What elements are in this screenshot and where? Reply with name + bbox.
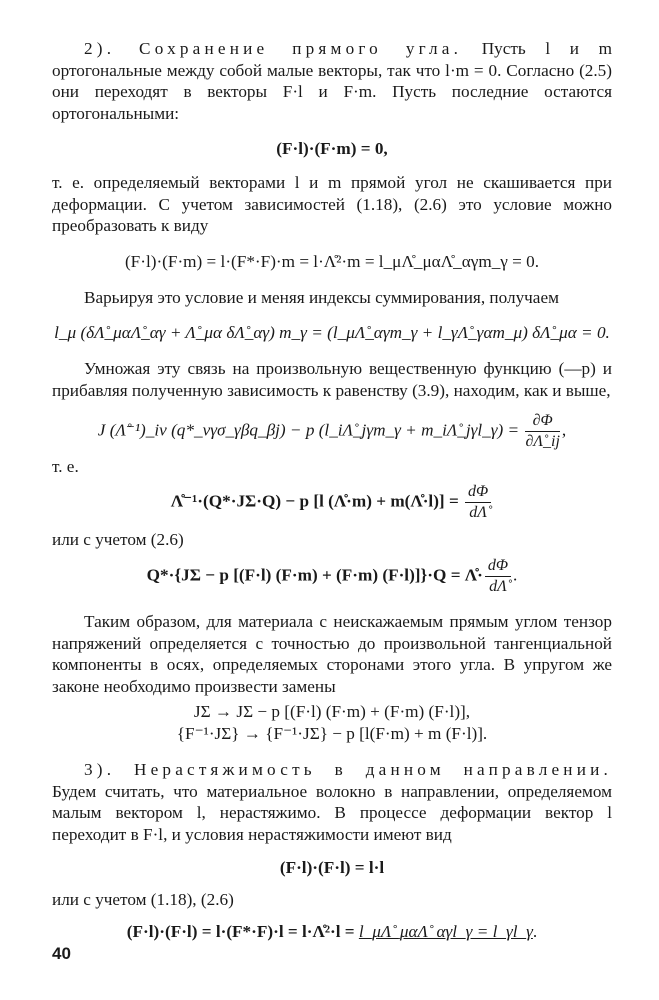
- paragraph-with-account-2: или с учетом (1.18), (2.6): [52, 890, 234, 909]
- paragraph-inextensibility-text: Будем считать, что материальное волокно в направлении, определяемом малым вектором l, нерастяжимо. В процессе деформации вектор l переходит в F·l, и условия нерастяжимости имеют вид: [52, 781, 612, 844]
- equation-orthogonality-expanded: (F·l)·(F·m) = l·(F*·F)·m = l·Λ̊²·m = l_μΛ̊_μαΛ̊_αγm_γ = 0.: [124, 251, 540, 271]
- fraction-derivative: [465, 482, 491, 523]
- paragraph-variation: Варьируя это условие и меняя индексы суммирования, получаем: [84, 287, 559, 307]
- equation-stress-tensor-left: Λ̊⁻¹·(Q*·JΣ·Q) − p [l (Λ̊·m) + m(Λ̊·l)] =: [170, 490, 459, 510]
- equation-stress-rotated-end: .: [513, 565, 518, 585]
- fraction-partial-denominator: ∂Λ̊_ij: [525, 433, 560, 450]
- fraction-derivative-2: [485, 556, 511, 597]
- page-number: 40: [52, 944, 71, 963]
- fraction-partial: [525, 411, 559, 452]
- equation-variation: l_μ (δΛ̊_μαΛ̊_αγ + Λ̊_μα δΛ̊_αγ) m_γ = (l_μΛ̊_αγm_γ + l_γΛ̊_γαm_μ) δΛ̊_μα = 0.: [54, 323, 610, 342]
- section-heading-right-angle: 2). Сохранение прямого угла.: [84, 39, 463, 58]
- section-heading-inextensibility: 3). Нерастяжимость в данном направлении.: [84, 760, 612, 779]
- page-body: [52, 38, 612, 943]
- paragraph-right-angle: [52, 38, 612, 124]
- equation-inextensibility: (F·l)·(F·l) = l·l: [279, 858, 385, 877]
- fraction-derivative-numerator: dΦ: [465, 482, 491, 503]
- paragraph-ie: т. е.: [52, 457, 79, 476]
- fraction-derivative-2-denominator: dΛ̊: [489, 578, 507, 595]
- equation-replacement-2: {F⁻¹·JΣ} → {F⁻¹·JΣ} − p [l(F·m) + m (F·l)].: [176, 724, 488, 743]
- equation-inextensibility-expanded-left: (F·l)·(F·l) = l·(F*·F)·l = l·Λ̊²·l =: [126, 921, 359, 941]
- equation-orthogonality: (F·l)·(F·m) = 0,: [276, 139, 388, 158]
- paragraph-multiply: Умножая эту связь на произвольную вещественную функцию (—p) и прибавляя полученную зависимость к равенству (3.9), находим, как и выше,: [52, 359, 612, 400]
- paragraph-inextensibility: [52, 759, 612, 845]
- equation-inextensibility-end: .: [532, 921, 538, 941]
- fraction-partial-numerator: ∂Φ: [525, 411, 559, 432]
- fraction-derivative-denominator: dΛ̊: [469, 503, 487, 521]
- equation-replacement-1: JΣ → JΣ − p [(F·l) (F·m) + (F·m) (F·l)],: [193, 702, 471, 721]
- equation-stress-tensor: [52, 482, 612, 523]
- equation-inextensibility-underlined: l_μΛ̊_μαΛ̊_αγl_γ = l_γl_γ: [358, 921, 533, 941]
- paragraph-conclusion: Таким образом, для материала с неискажаемым прямым углом тензор напряжений определяется с точностью до произвольной тангенциальной компоненты в осях, определяемых сторонами этого угла. В упругом же законе необходимо произвести замены: [52, 612, 612, 696]
- equation-stress-components: [52, 411, 612, 452]
- fraction-derivative-2-numerator: dΦ: [485, 556, 511, 577]
- equation-stress-rotated: [52, 556, 612, 597]
- equation-stress-rotated-left: Q*·{JΣ − p [(F·l) (F·m) + (F·m) (F·l)]}·Q = Λ̊·: [146, 565, 483, 585]
- equation-stress-components-left: J (Λ̊⁻¹)_iν (q*_νγσ_γβq_βj) − p (l_iΛ̊_jγm_γ + m_iΛ̊_jγl_γ) =: [97, 420, 520, 440]
- paragraph-right-angle-text: Пусть l и m ортогональные между собой малые векторы, так что l·m = 0. Согласно (2.5) они переходят в векторы F·l и F·m. Пусть последние остаются ортогональными:: [52, 39, 613, 123]
- equation-inextensibility-expanded: [52, 921, 612, 943]
- paragraph-with-account: или с учетом (2.6): [52, 529, 184, 549]
- paragraph-not-skewed: т. е. определяемый векторами l и m прямой угол не скашивается при деформации. С учетом зависимостей (1.18), (2.6) это условие можно преобразовать к виду: [52, 173, 612, 235]
- equation-stress-components-end: ,: [561, 420, 567, 440]
